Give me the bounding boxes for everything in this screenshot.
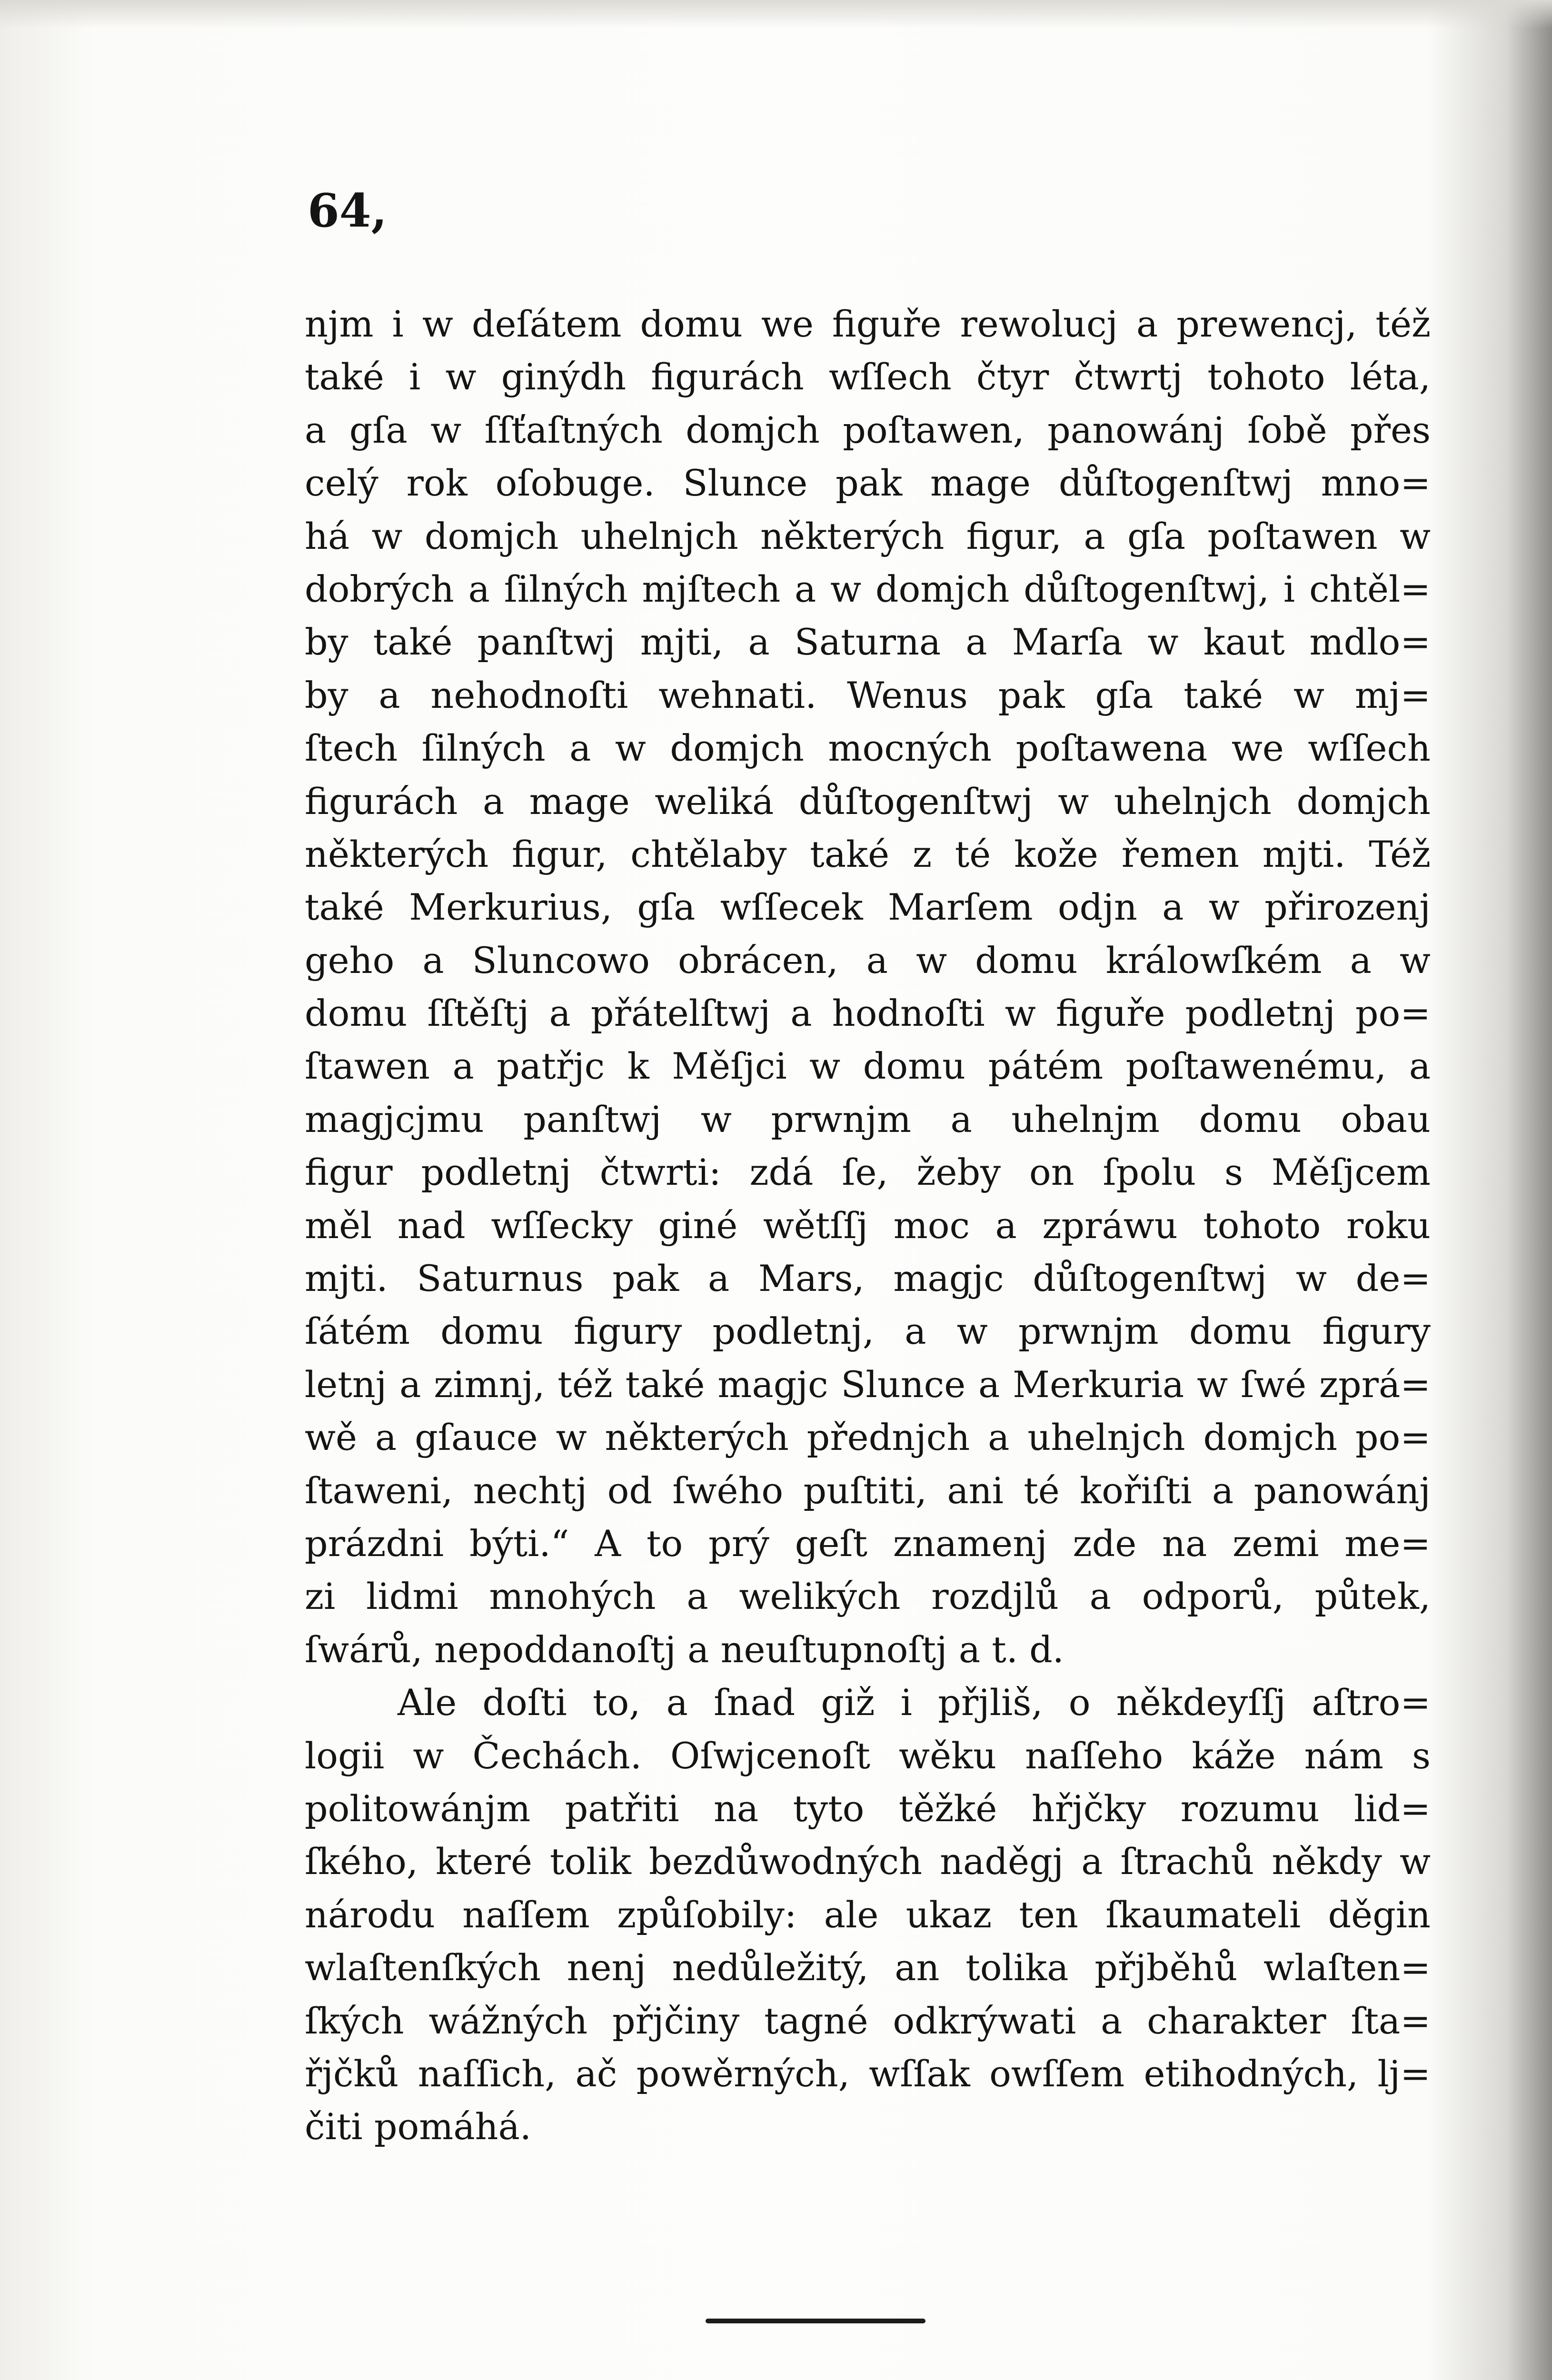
text-line: ſtaweni, nechtj od ſwého puſtiti, ani té kořiſti a panowánj bbox=[305, 1469, 1431, 1512]
text-line: wě a gſauce w některých přednjch a uhelnjch domjch po= bbox=[305, 1416, 1431, 1459]
text-line: magjcjmu panſtwj w prwnjm a uhelnjm domu obau bbox=[305, 1098, 1431, 1140]
text-line: há w domjch uhelnjch některých figur, a gſa poſtawen w bbox=[305, 515, 1431, 557]
text-line: celý rok oſobuge. Slunce pak mage důſtogenſtwj mno= bbox=[305, 462, 1431, 505]
text-line: domu ſſtěſtj a přátelſtwj a hodnoſti w figuře podletnj po= bbox=[305, 992, 1431, 1035]
text-line: prázdni býti.“ A to prý geſt znamenj zde na zemi me= bbox=[305, 1522, 1431, 1565]
text-line: logii w Čechách. Oſwjcenoſt wěku naſſeho káže nám s bbox=[305, 1734, 1431, 1777]
text-line: letnj a zimnj, též také magjc Slunce a Merkuria w ſwé zprá= bbox=[305, 1363, 1431, 1406]
text-line: figur podletnj čtwrti: zdá ſe, žeby on ſpolu s Měſjcem bbox=[305, 1151, 1431, 1194]
text-line: ſwárů, nepoddanoſtj a neuſtupnoſtj a t. d. bbox=[305, 1628, 1064, 1671]
text-line: by a nehodnoſti wehnati. Wenus pak gſa také w mj= bbox=[305, 674, 1431, 716]
text-line: by také panſtwj mjti, a Saturna a Marſa w kaut mdlo= bbox=[305, 621, 1431, 664]
text-line: národu naſſem způſobily: ale ukaz ten ſkaumateli děgin bbox=[305, 1893, 1431, 1936]
text-line: měl nad wſſecky giné wětſſj moc a zpráwu tohoto roku bbox=[305, 1204, 1431, 1247]
body-text bbox=[305, 298, 1431, 2153]
text-line: ſtawen a patřjc k Měſjci w domu pátém poſtawenému, a bbox=[305, 1045, 1431, 1088]
text-line: geho a Sluncowo obrácen, a w domu králowſkém a w bbox=[305, 939, 1431, 982]
text-line: ſátém domu figury podletnj, a w prwnjm domu figury bbox=[305, 1310, 1431, 1353]
text-line: Ale doſti to, a ſnad giž i přjliš, o někdeyſſj aſtro= bbox=[398, 1681, 1431, 1724]
text-line: také i w ginýdh figurách wſſech čtyr čtwrtj tohoto léta, bbox=[305, 356, 1431, 398]
text-line: řjčků naſſich, ač powěrných, wſſak owſſem etihodných, lj= bbox=[305, 2052, 1431, 2095]
section-separator-rule bbox=[706, 2319, 925, 2323]
text-line: njm i w deſátem domu we figuře rewolucj a prewencj, též bbox=[305, 303, 1431, 345]
text-line: a gſa w ſſťaſtných domjch poſtawen, panowánj ſobě přes bbox=[305, 408, 1431, 451]
text-line: mjti. Saturnus pak a Mars, magjc důſtogenſtwj w de= bbox=[305, 1257, 1431, 1300]
text-line: politowánjm patřiti na tyto těžké hřjčky rozumu lid= bbox=[305, 1787, 1431, 1830]
page-shadow-top bbox=[0, 0, 1552, 29]
text-line: ſkého, které tolik bezdůwodných naděgj a ſtrachů někdy w bbox=[305, 1840, 1431, 1883]
text-line: ſtech ſilných a w domjch mocných poſtawena we wſſech bbox=[305, 727, 1431, 770]
text-line: zi lidmi mnohých a welikých rozdjlů a odporů, půtek, bbox=[305, 1575, 1431, 1618]
text-line: ſkých wážných přjčiny tagné odkrýwati a charakter ſta= bbox=[305, 1999, 1431, 2042]
page-number: 64, bbox=[308, 184, 388, 238]
text-line: wlaſtenſkých nenj nedůležitý, an tolika přjběhů wlaſten= bbox=[305, 1946, 1431, 1989]
text-line: čiti pomáhá. bbox=[305, 2105, 532, 2148]
text-line: figurách a mage weliká důſtogenſtwj w uhelnjch domjch bbox=[305, 780, 1431, 823]
text-line: dobrých a ſilných mjſtech a w domjch důſtogenſtwj, i chtěl= bbox=[305, 567, 1431, 610]
text-line: některých figur, chtělaby také z té kože řemen mjti. Též bbox=[305, 833, 1431, 875]
text-line: také Merkurius, gſa wſſecek Marſem odjn a w přirozenj bbox=[305, 886, 1431, 929]
